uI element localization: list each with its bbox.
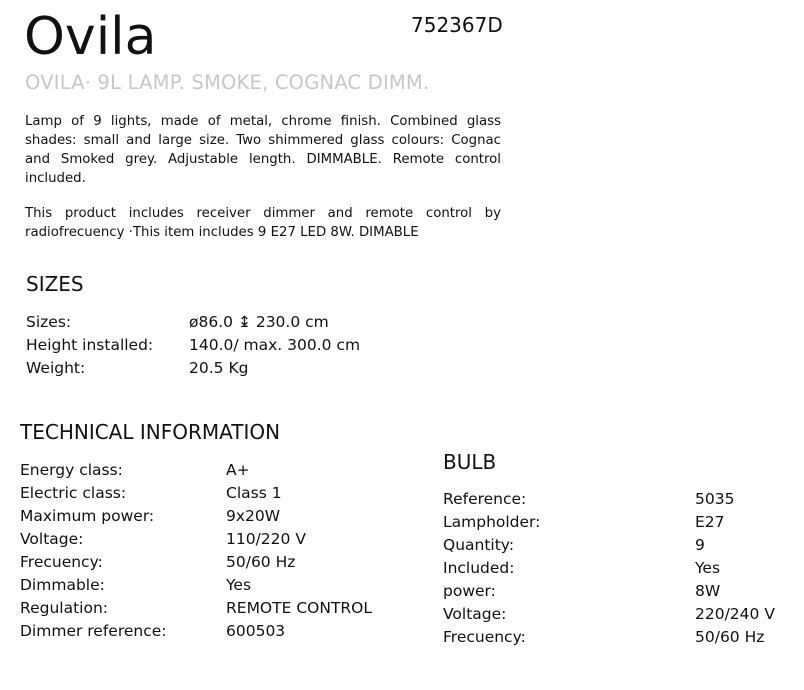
technical-row	[20, 551, 372, 574]
technical-value: 110/220 V	[226, 530, 306, 548]
bulb-row	[443, 488, 775, 511]
sizes-label: Sizes:	[26, 313, 72, 331]
sizes-value: ø86.0 ↨ 230.0 cm	[189, 313, 329, 331]
bulb-label: Lampholder:	[443, 513, 541, 531]
bulb-label: power:	[443, 582, 496, 600]
technical-label: Electric class:	[20, 484, 127, 502]
sizes-row	[26, 357, 360, 380]
technical-row	[20, 482, 372, 505]
sizes-heading: SIZES	[26, 272, 84, 296]
bulb-row	[443, 534, 775, 557]
bulb-row	[443, 580, 775, 603]
technical-value: REMOTE CONTROL	[226, 599, 373, 617]
sizes-label: Height installed:	[26, 336, 154, 354]
technical-row	[20, 574, 372, 597]
sizes-value: 20.5 Kg	[189, 359, 249, 377]
sizes-label: Weight:	[26, 359, 86, 377]
sizes-value: 140.0/ max. 300.0 cm	[189, 336, 361, 354]
bulb-value: 50/60 Hz	[695, 628, 765, 646]
bulb-row	[443, 511, 775, 534]
sizes-row	[26, 334, 360, 357]
technical-row	[20, 459, 372, 482]
bulb-table	[443, 488, 775, 649]
technical-heading: TECHNICAL INFORMATION	[20, 420, 281, 444]
technical-value: 600503	[226, 622, 286, 640]
description-paragraph-2: This product includes receiver dimmer and remote control by radiofrecuency ·This item includes 9 E27 LED 8W. DIMABLE	[25, 206, 501, 240]
bulb-label: Included:	[443, 559, 515, 577]
bulb-value: E27	[695, 513, 725, 531]
technical-label: Frecuency:	[20, 553, 103, 571]
bulb-row	[443, 626, 775, 649]
bulb-value: 5035	[695, 490, 735, 508]
technical-value: Yes	[226, 576, 252, 594]
technical-label: Regulation:	[20, 599, 108, 617]
technical-value: Class 1	[226, 484, 282, 502]
bulb-heading: BULB	[443, 450, 497, 474]
sizes-table	[26, 311, 360, 380]
bulb-value: 8W	[695, 582, 721, 600]
product-reference: 752367D	[411, 13, 503, 37]
technical-label: Dimmer reference:	[20, 622, 167, 640]
technical-value: 50/60 Hz	[226, 553, 296, 571]
product-title: Ovila	[24, 7, 157, 67]
bulb-row	[443, 603, 775, 626]
bulb-label: Reference:	[443, 490, 527, 508]
bulb-label: Frecuency:	[443, 628, 526, 646]
bulb-label: Quantity:	[443, 536, 515, 554]
technical-value: 9x20W	[226, 507, 281, 525]
technical-row	[20, 620, 372, 643]
bulb-value: 220/240 V	[695, 605, 775, 623]
bulb-row	[443, 557, 775, 580]
technical-row	[20, 528, 372, 551]
technical-label: Voltage:	[20, 530, 84, 548]
bulb-value: Yes	[695, 559, 721, 577]
technical-label: Energy class:	[20, 461, 123, 479]
bulb-value: 9	[695, 536, 705, 554]
sizes-row	[26, 311, 360, 334]
technical-row	[20, 597, 372, 620]
technical-row	[20, 505, 372, 528]
description-paragraph-1: Lamp of 9 lights, made of metal, chrome finish. Combined glass shades: small and large size. Two shimmered glass colours: Cognac and Smoked grey. Adjustable length. DIMMABLE. Remote control included.	[25, 114, 501, 186]
product-subtitle: OVILA· 9L LAMP. SMOKE, COGNAC DIMM.	[25, 71, 430, 94]
technical-value: A+	[226, 461, 250, 479]
technical-label: Maximum power:	[20, 507, 155, 525]
technical-table	[20, 459, 372, 643]
technical-label: Dimmable:	[20, 576, 105, 594]
bulb-label: Voltage:	[443, 605, 507, 623]
